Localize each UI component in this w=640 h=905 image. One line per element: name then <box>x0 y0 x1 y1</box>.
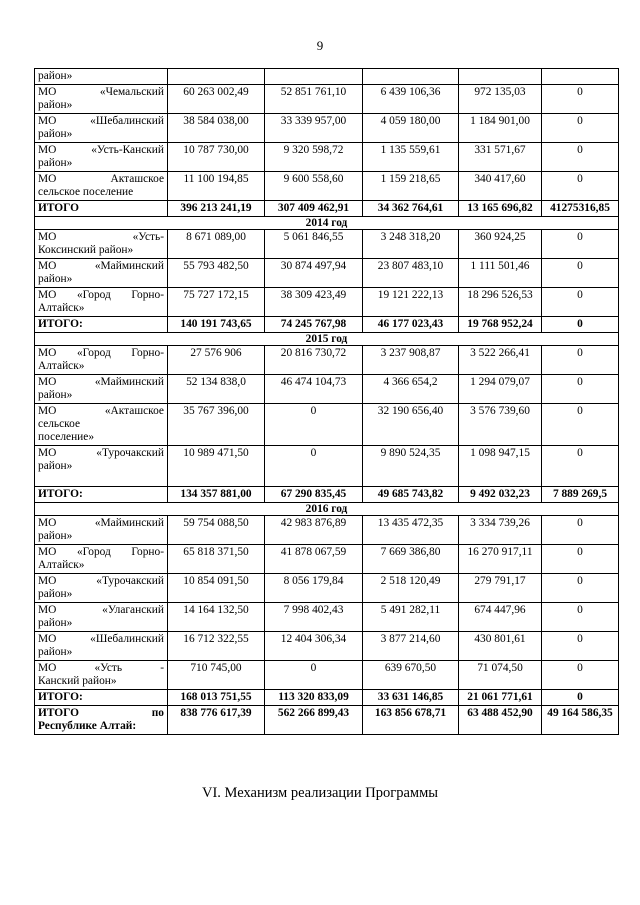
page-number: 9 <box>316 38 324 53</box>
value-cell-c4: 19 768 952,24 <box>459 317 542 333</box>
name-line: район» <box>38 460 73 472</box>
value-cell-c3: 49 685 743,82 <box>363 487 459 503</box>
table-row <box>35 143 619 172</box>
name-line: МО «Майминский <box>38 260 164 272</box>
section-heading: VI. Механизм реализации Программы <box>201 785 439 801</box>
value-cell-c4: 71 074,50 <box>459 661 542 690</box>
value-cell-c5: 0 <box>542 603 619 632</box>
value-cell-c5: 0 <box>542 230 619 259</box>
value-cell-c3: 4 059 180,00 <box>363 114 459 143</box>
name-line: ИТОГО <box>38 202 79 214</box>
value-cell-c1: 10 787 730,00 <box>168 143 265 172</box>
value-cell-c3: 3 877 214,60 <box>363 632 459 661</box>
name-line: МО «Майминский <box>38 517 164 529</box>
municipality-name <box>35 259 168 288</box>
total-row <box>35 487 619 503</box>
value-cell-c3: 5 491 282,11 <box>363 603 459 632</box>
table-row <box>35 230 619 259</box>
municipality-name <box>35 201 168 217</box>
value-cell-c2: 74 245 767,98 <box>265 317 363 333</box>
value-cell-c5: 0 <box>542 375 619 404</box>
table-row <box>35 288 619 317</box>
value-cell-c2: 9 320 598,72 <box>265 143 363 172</box>
value-cell-c1: 396 213 241,19 <box>168 201 265 217</box>
table-row <box>35 114 619 143</box>
total-row <box>35 201 619 217</box>
value-cell-c5: 0 <box>542 85 619 114</box>
municipality-name <box>35 230 168 259</box>
name-line: район» <box>38 530 73 542</box>
value-cell-c1: 35 767 396,00 <box>168 404 265 446</box>
value-cell-c3: 33 631 146,85 <box>363 690 459 706</box>
value-cell-c4: 279 791,17 <box>459 574 542 603</box>
name-line: поселение» <box>38 431 95 443</box>
name-line: район» <box>38 389 73 401</box>
name-line: ИТОГО: <box>38 488 83 500</box>
value-cell-c5: 0 <box>542 288 619 317</box>
name-line: МО «Майминский <box>38 376 164 388</box>
name-line: Алтайск» <box>38 302 85 314</box>
name-line: МО «Шебалинский <box>38 633 164 645</box>
value-cell-c2: 38 309 423,49 <box>265 288 363 317</box>
funding-table <box>34 68 619 735</box>
name-line: район» <box>38 646 73 658</box>
value-cell-c1: 8 671 089,00 <box>168 230 265 259</box>
value-cell-c3: 19 121 222,13 <box>363 288 459 317</box>
municipality-name <box>35 574 168 603</box>
municipality-name <box>35 143 168 172</box>
value-cell-c1: 11 100 194,85 <box>168 172 265 201</box>
name-line: МО «Усть-Канский <box>38 144 164 156</box>
value-cell-c2 <box>265 69 363 85</box>
value-cell-c5: 0 <box>542 516 619 545</box>
value-cell-c4: 9 492 032,23 <box>459 487 542 503</box>
name-line: сельское <box>38 418 81 430</box>
value-cell-c3: 1 159 218,65 <box>363 172 459 201</box>
value-cell-c1: 59 754 088,50 <box>168 516 265 545</box>
value-cell-c5: 0 <box>542 690 619 706</box>
name-line: район» <box>38 588 73 600</box>
table-row <box>35 404 619 446</box>
value-cell-c1: 10 854 091,50 <box>168 574 265 603</box>
value-cell-c1 <box>168 69 265 85</box>
value-cell-c4: 674 447,96 <box>459 603 542 632</box>
value-cell-c1: 60 263 002,49 <box>168 85 265 114</box>
value-cell-c1: 134 357 881,00 <box>168 487 265 503</box>
value-cell-c2: 33 339 957,00 <box>265 114 363 143</box>
name-line: МО «Шебалинский <box>38 115 164 127</box>
name-line: район» <box>38 99 73 111</box>
value-cell-c5: 0 <box>542 404 619 446</box>
name-line: район» <box>38 157 73 169</box>
municipality-name <box>35 346 168 375</box>
municipality-name <box>35 545 168 574</box>
value-cell-c3 <box>363 69 459 85</box>
value-cell-c4: 1 294 079,07 <box>459 375 542 404</box>
value-cell-c2: 8 056 179,84 <box>265 574 363 603</box>
table-row <box>35 661 619 690</box>
table-row <box>35 516 619 545</box>
value-cell-c1: 38 584 038,00 <box>168 114 265 143</box>
name-line: Республике Алтай: <box>38 720 137 732</box>
total-row <box>35 690 619 706</box>
municipality-name <box>35 85 168 114</box>
value-cell-c3: 2 518 120,49 <box>363 574 459 603</box>
value-cell-c3: 7 669 386,80 <box>363 545 459 574</box>
value-cell-c5: 0 <box>542 661 619 690</box>
table-row <box>35 172 619 201</box>
value-cell-c4: 1 098 947,15 <box>459 446 542 487</box>
value-cell-c5: 0 <box>542 446 619 487</box>
value-cell-c3: 3 237 908,87 <box>363 346 459 375</box>
municipality-name <box>35 69 168 85</box>
municipality-name <box>35 706 168 735</box>
value-cell-c2: 41 878 067,59 <box>265 545 363 574</box>
name-line: Алтайск» <box>38 559 85 571</box>
value-cell-c3: 639 670,50 <box>363 661 459 690</box>
value-cell-c1: 710 745,00 <box>168 661 265 690</box>
name-line: ИТОГО по <box>38 707 164 719</box>
year-label: 2015 год <box>35 333 619 346</box>
value-cell-c3: 6 439 106,36 <box>363 85 459 114</box>
name-line: Канский район» <box>38 675 117 687</box>
municipality-name <box>35 690 168 706</box>
value-cell-c2: 7 998 402,43 <box>265 603 363 632</box>
value-cell-c2: 42 983 876,89 <box>265 516 363 545</box>
value-cell-c5: 0 <box>542 545 619 574</box>
value-cell-c2: 12 404 306,34 <box>265 632 363 661</box>
name-line: сельское поселение <box>38 186 134 198</box>
municipality-name <box>35 375 168 404</box>
municipality-name <box>35 603 168 632</box>
value-cell-c2: 5 061 846,55 <box>265 230 363 259</box>
name-line: ИТОГО: <box>38 691 83 703</box>
value-cell-c4: 360 924,25 <box>459 230 542 259</box>
year-header-row <box>35 503 619 516</box>
value-cell-c5: 41275316,85 <box>542 201 619 217</box>
value-cell-c2: 46 474 104,73 <box>265 375 363 404</box>
value-cell-c3: 3 248 318,20 <box>363 230 459 259</box>
table-row <box>35 259 619 288</box>
value-cell-c1: 140 191 743,65 <box>168 317 265 333</box>
name-line: Коксинский район» <box>38 244 134 256</box>
value-cell-c5: 0 <box>542 114 619 143</box>
value-cell-c3: 9 890 524,35 <box>363 446 459 487</box>
value-cell-c5: 0 <box>542 574 619 603</box>
year-header-row <box>35 333 619 346</box>
value-cell-c1: 16 712 322,55 <box>168 632 265 661</box>
year-label: 2014 год <box>35 217 619 230</box>
table-row <box>35 574 619 603</box>
name-line: Алтайск» <box>38 360 85 372</box>
municipality-name <box>35 487 168 503</box>
value-cell-c5: 0 <box>542 317 619 333</box>
municipality-name <box>35 114 168 143</box>
value-cell-c4: 430 801,61 <box>459 632 542 661</box>
table-row <box>35 446 619 487</box>
name-line: МО «Улаганский <box>38 604 164 616</box>
table-row <box>35 632 619 661</box>
name-line: МО «Турочакский <box>38 575 164 587</box>
value-cell-c4: 3 522 266,41 <box>459 346 542 375</box>
name-line: район» <box>38 617 73 629</box>
value-cell-c1: 27 576 906 <box>168 346 265 375</box>
name-line: МО «Чемальский <box>38 86 164 98</box>
value-cell-c2: 0 <box>265 404 363 446</box>
value-cell-c4: 63 488 452,90 <box>459 706 542 735</box>
table-row <box>35 603 619 632</box>
value-cell-c4: 16 270 917,11 <box>459 545 542 574</box>
value-cell-c5: 49 164 586,35 <box>542 706 619 735</box>
value-cell-c5: 0 <box>542 143 619 172</box>
value-cell-c1: 65 818 371,50 <box>168 545 265 574</box>
name-line: район» <box>38 273 73 285</box>
name-line: МО «Турочакский <box>38 447 164 459</box>
table-row <box>35 85 619 114</box>
name-line: МО «Город Горно- <box>38 546 164 558</box>
value-cell-c5 <box>542 69 619 85</box>
municipality-name <box>35 632 168 661</box>
value-cell-c2: 113 320 833,09 <box>265 690 363 706</box>
municipality-name <box>35 516 168 545</box>
value-cell-c2: 20 816 730,72 <box>265 346 363 375</box>
value-cell-c2: 562 266 899,43 <box>265 706 363 735</box>
value-cell-c4: 1 184 901,00 <box>459 114 542 143</box>
value-cell-c1: 52 134 838,0 <box>168 375 265 404</box>
table-row <box>35 545 619 574</box>
value-cell-c3: 34 362 764,61 <box>363 201 459 217</box>
value-cell-c5: 0 <box>542 632 619 661</box>
value-cell-c4: 972 135,03 <box>459 85 542 114</box>
value-cell-c3: 163 856 678,71 <box>363 706 459 735</box>
name-line: МО «Усть- <box>38 231 164 243</box>
municipality-name <box>35 661 168 690</box>
year-label: 2016 год <box>35 503 619 516</box>
value-cell-c4: 1 111 501,46 <box>459 259 542 288</box>
value-cell-c4: 331 571,67 <box>459 143 542 172</box>
name-line: МО «Акташское <box>38 405 164 417</box>
value-cell-c3: 1 135 559,61 <box>363 143 459 172</box>
municipality-name <box>35 288 168 317</box>
table-row <box>35 375 619 404</box>
value-cell-c1: 838 776 617,39 <box>168 706 265 735</box>
value-cell-c1: 75 727 172,15 <box>168 288 265 317</box>
value-cell-c2: 52 851 761,10 <box>265 85 363 114</box>
year-header-row <box>35 217 619 230</box>
total-row <box>35 317 619 333</box>
value-cell-c5: 0 <box>542 172 619 201</box>
name-line: район» <box>38 128 73 140</box>
value-cell-c5: 7 889 269,5 <box>542 487 619 503</box>
value-cell-c1: 14 164 132,50 <box>168 603 265 632</box>
value-cell-c3: 23 807 483,10 <box>363 259 459 288</box>
name-line: МО Акташское <box>38 173 164 185</box>
value-cell-c4 <box>459 69 542 85</box>
name-line: МО «Усть - <box>38 662 164 674</box>
name-line: ИТОГО: <box>38 318 83 330</box>
name-line: район» <box>38 70 73 82</box>
value-cell-c4: 18 296 526,53 <box>459 288 542 317</box>
name-line: МО «Город Горно- <box>38 289 164 301</box>
value-cell-c4: 21 061 771,61 <box>459 690 542 706</box>
value-cell-c1: 168 013 751,55 <box>168 690 265 706</box>
value-cell-c2: 307 409 462,91 <box>265 201 363 217</box>
municipality-name <box>35 172 168 201</box>
municipality-name <box>35 317 168 333</box>
value-cell-c2: 9 600 558,60 <box>265 172 363 201</box>
total-row <box>35 706 619 735</box>
table-row <box>35 69 619 85</box>
name-line: МО «Город Горно- <box>38 347 164 359</box>
value-cell-c2: 67 290 835,45 <box>265 487 363 503</box>
value-cell-c3: 46 177 023,43 <box>363 317 459 333</box>
value-cell-c1: 55 793 482,50 <box>168 259 265 288</box>
value-cell-c4: 3 576 739,60 <box>459 404 542 446</box>
value-cell-c3: 32 190 656,40 <box>363 404 459 446</box>
value-cell-c3: 13 435 472,35 <box>363 516 459 545</box>
value-cell-c4: 3 334 739,26 <box>459 516 542 545</box>
value-cell-c5: 0 <box>542 259 619 288</box>
value-cell-c2: 0 <box>265 661 363 690</box>
value-cell-c4: 13 165 696,82 <box>459 201 542 217</box>
municipality-name <box>35 404 168 446</box>
value-cell-c2: 0 <box>265 446 363 487</box>
value-cell-c1: 10 989 471,50 <box>168 446 265 487</box>
municipality-name <box>35 446 168 487</box>
table-row <box>35 346 619 375</box>
value-cell-c2: 30 874 497,94 <box>265 259 363 288</box>
value-cell-c3: 4 366 654,2 <box>363 375 459 404</box>
value-cell-c5: 0 <box>542 346 619 375</box>
value-cell-c4: 340 417,60 <box>459 172 542 201</box>
